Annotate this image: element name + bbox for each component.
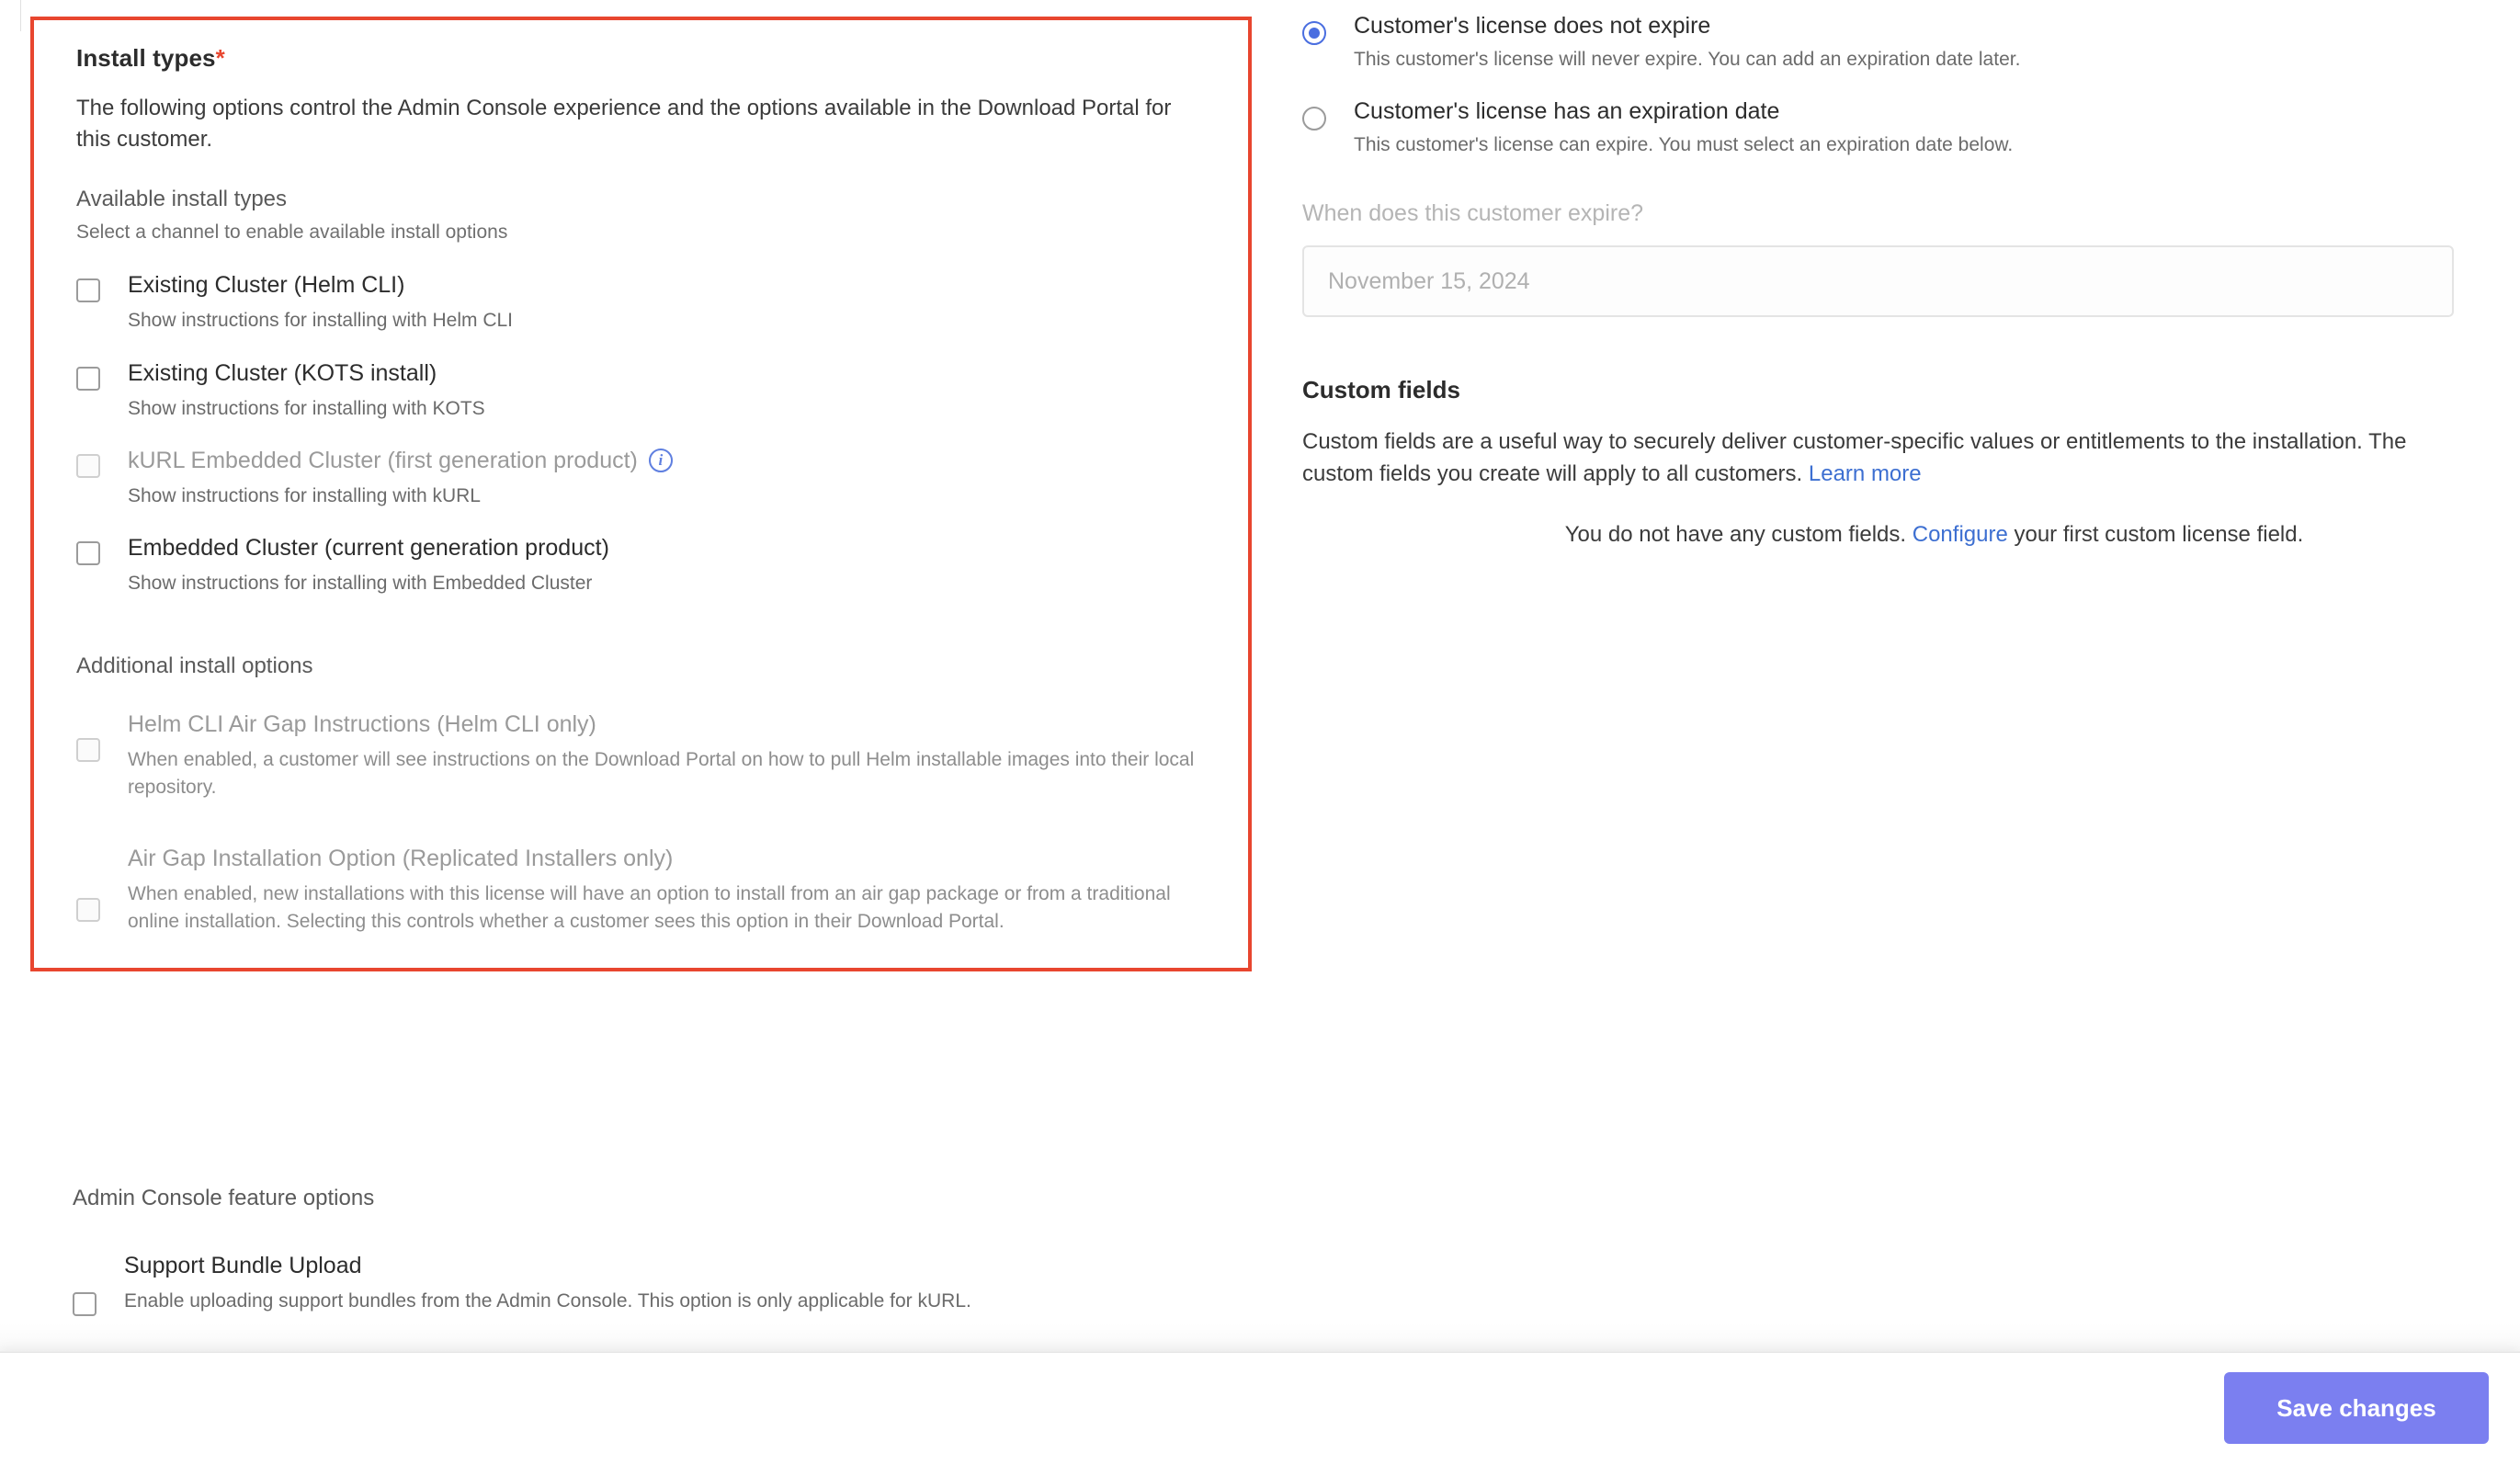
left-edge-divider [20, 0, 21, 31]
available-install-types-subtitle: Select a channel to enable available install options [76, 221, 508, 244]
radio-label: Customer's license has an expiration date [1354, 98, 1780, 124]
option-label [128, 359, 1217, 387]
option-help: Show instructions for installing with Embedded Cluster [128, 573, 593, 595]
option-helm-cli-air-gap-instructions [76, 710, 1217, 802]
option-support-bundle-upload[interactable] [73, 1252, 1249, 1331]
required-marker: * [215, 44, 225, 72]
custom-fields-description-text: Custom fields are a useful way to securely deliver customer-specific values or entitlements to the installation. The custom fields you create will apply to all customers. [1302, 429, 2407, 486]
option-kurl-embedded-cluster [76, 447, 1217, 510]
option-label-text: kURL Embedded Cluster (first generation product) [128, 448, 638, 474]
checkbox-wrapper [76, 359, 128, 391]
option-spacer [76, 826, 1217, 845]
custom-fields-configure-link[interactable]: Configure [1912, 521, 2008, 547]
radio-help: This customer's license will never expire. You can add an expiration date later. [1354, 49, 2021, 70]
custom-fields-title: Custom fields [1302, 376, 1460, 403]
checkbox-wrapper [76, 271, 128, 302]
option-body [128, 845, 1217, 937]
checkbox-kurl-embedded-cluster [76, 454, 100, 478]
radio-button-no-expiration[interactable] [1302, 21, 1326, 45]
install-types-description: The following options control the Admin Console experience and the options available in the Download Portal for this customer. [76, 96, 1172, 153]
radio-wrapper [1302, 98, 1354, 135]
checkbox-embedded-cluster[interactable] [76, 541, 100, 565]
option-body [128, 359, 1217, 423]
custom-fields-empty-state [1302, 522, 2520, 548]
footer-bar [0, 1351, 2520, 1465]
checkbox-existing-cluster-helm-cli[interactable] [76, 278, 100, 302]
option-label-text: Helm CLI Air Gap Instructions (Helm CLI only) [128, 710, 596, 737]
radio-help: This customer's license can expire. You must select an expiration date below. [1354, 134, 2014, 155]
checkbox-wrapper [76, 534, 128, 565]
checkbox-wrapper [73, 1252, 124, 1316]
option-help: Show instructions for installing with kURL [128, 485, 481, 507]
checkbox-support-bundle-upload[interactable] [73, 1292, 96, 1316]
install-types-title [76, 44, 1217, 73]
custom-fields-empty-text-2: your first custom license field. [2007, 521, 2304, 547]
admin-console-title: Admin Console feature options [73, 1186, 375, 1210]
install-types-section [30, 17, 1252, 971]
checkbox-wrapper [76, 710, 128, 762]
option-label-text: Existing Cluster (KOTS install) [128, 359, 437, 386]
option-label [128, 845, 1217, 872]
checkbox-air-gap-installation [76, 898, 100, 922]
admin-console-feature-options-section [73, 1186, 1249, 1331]
option-label-text: Embedded Cluster (current generation product) [128, 535, 609, 562]
info-icon[interactable]: i [649, 449, 673, 472]
option-label-text: Existing Cluster (Helm CLI) [128, 272, 405, 299]
option-air-gap-installation [76, 845, 1217, 937]
option-label [128, 534, 1217, 562]
checkbox-wrapper [76, 447, 128, 478]
footer-divider [0, 1352, 2520, 1353]
option-label [128, 710, 1217, 738]
save-changes-button[interactable]: Save changes [2224, 1372, 2489, 1444]
option-existing-cluster-kots-install[interactable] [76, 359, 1217, 423]
right-column [1282, 0, 2520, 548]
option-help: Show instructions for installing with KOTS [128, 397, 485, 419]
option-help: When enabled, new installations with this license will have an option to install from an air gap package or from a traditional online installation. Selecting this controls whether a customer sees this option in their Download Portal. [128, 882, 1171, 933]
option-body [124, 1252, 1249, 1315]
custom-fields-learn-more-link[interactable]: Learn more [1808, 460, 1922, 486]
option-help: When enabled, a customer will see instructions on the Download Portal on how to pull Helm installable images into their local repository. [128, 748, 1195, 799]
option-embedded-cluster[interactable] [76, 534, 1217, 597]
additional-install-options-title: Additional install options [76, 653, 313, 678]
radio-body [1354, 13, 2020, 71]
radio-license-has-expiration-date[interactable] [1302, 98, 2520, 156]
option-body [128, 271, 1217, 335]
option-body [128, 534, 1217, 597]
checkbox-helm-cli-air-gap-instructions [76, 738, 100, 762]
expiration-date-question: When does this customer expire? [1302, 200, 1644, 226]
option-label-text: Air Gap Installation Option (Replicated Installers only) [128, 845, 674, 871]
checkbox-existing-cluster-kots-install[interactable] [76, 367, 100, 391]
expiration-date-input[interactable] [1302, 245, 2454, 317]
option-label-text: Support Bundle Upload [124, 1253, 362, 1278]
available-install-types-title: Available install types [76, 187, 288, 212]
expiration-date-placeholder: November 15, 2024 [1328, 267, 1530, 294]
checkbox-wrapper [76, 845, 128, 922]
option-label [124, 1252, 1249, 1279]
custom-fields-description [1302, 426, 2425, 491]
section-spacer [76, 622, 1217, 653]
radio-license-does-not-expire[interactable] [1302, 13, 2520, 71]
option-body [128, 710, 1217, 802]
radio-label: Customer's license does not expire [1354, 13, 1711, 39]
content-bottom-fade [0, 1323, 2520, 1351]
radio-wrapper [1302, 13, 1354, 50]
radio-body [1354, 98, 2013, 156]
install-types-title-text: Install types [76, 44, 216, 72]
radio-button-has-expiration[interactable] [1302, 107, 1326, 131]
option-body [128, 447, 1217, 510]
custom-fields-empty-text-1: You do not have any custom fields. [1564, 521, 1913, 547]
option-help: Show instructions for installing with Helm CLI [128, 310, 513, 332]
option-label [128, 447, 1217, 474]
option-existing-cluster-helm-cli[interactable] [76, 271, 1217, 335]
option-label [128, 271, 1217, 299]
option-help: Enable uploading support bundles from the Admin Console. This option is only applicable for kURL. [124, 1290, 971, 1312]
